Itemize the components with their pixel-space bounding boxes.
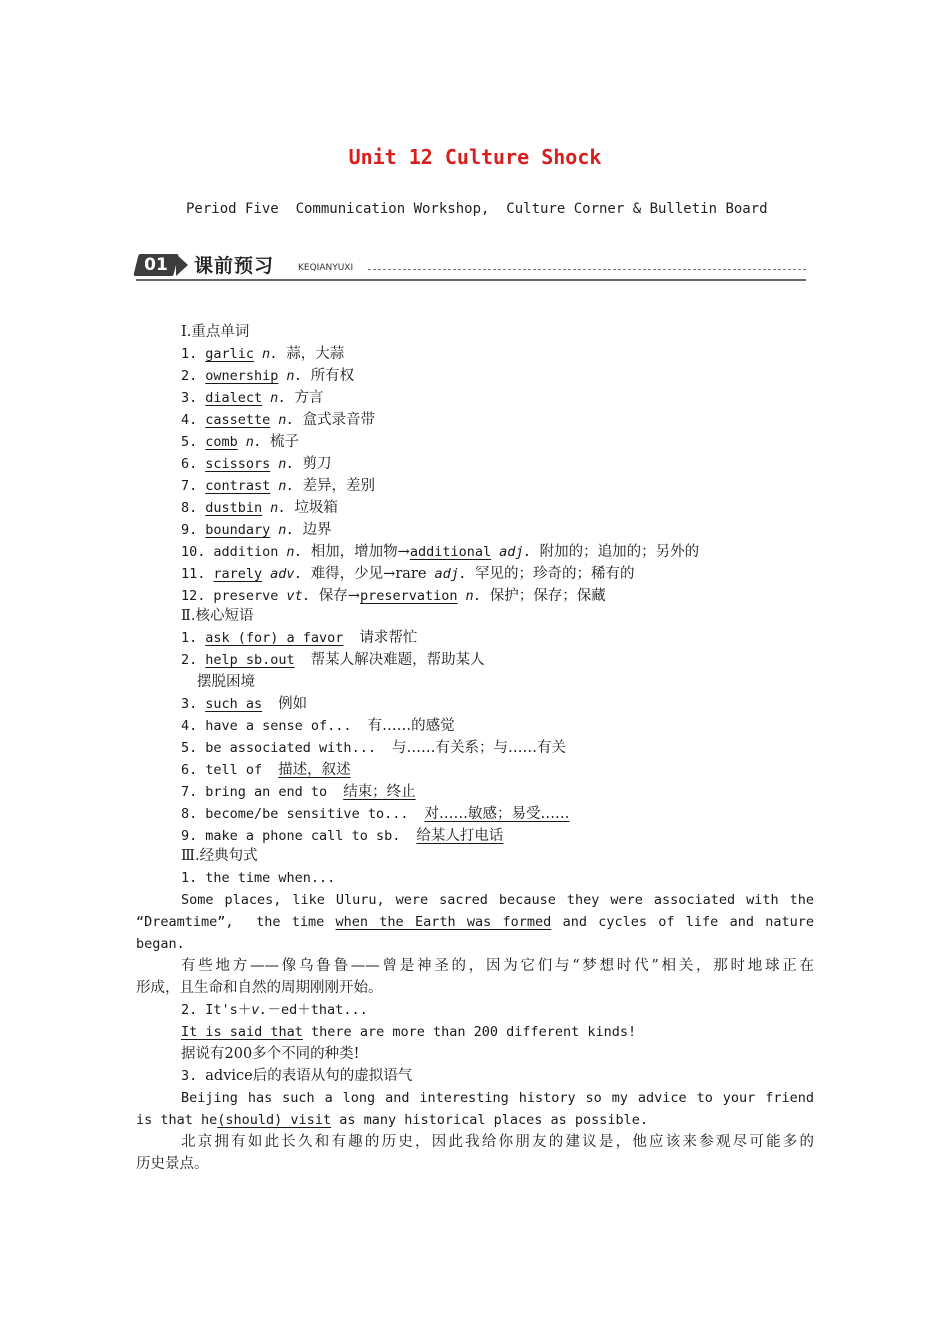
example-english: is that he(should) visit as many historical places as possible. — [136, 1112, 649, 1128]
list-item: 11. rarely adv. 难得，少见→rare adj. 罕见的；珍奇的；稀有的 — [181, 566, 635, 582]
section-number: 01 — [144, 255, 168, 275]
section-label: 课前预习 — [194, 255, 275, 277]
example-chinese: 据说有200多个不同的种类! — [181, 1046, 360, 1062]
list-item: 2. ownership n. 所有权 — [181, 368, 355, 384]
part2-heading: Ⅱ.核心短语 — [181, 608, 254, 624]
list-item-continuation: 摆脱困境 — [197, 674, 255, 690]
list-item: 7. contrast n. 差异，差别 — [181, 478, 376, 494]
list-item: 5. comb n. 梳子 — [181, 434, 300, 450]
example-chinese: 北京拥有如此长久和有趣的历史，因此我给你朋友的建议是，他应该来参观尽可能多的 — [181, 1134, 814, 1150]
list-item: 12. preserve vt. 保存→preservation n. 保护；保存；保藏 — [181, 588, 606, 604]
list-item: 9. boundary n. 边界 — [181, 522, 332, 538]
dashed-divider — [368, 269, 806, 270]
list-item: 2. help sb.out 帮某人解决难题，帮助某人 — [181, 652, 485, 668]
example-english: began. — [136, 936, 185, 952]
list-item: 7. bring an end to 结束；终止 — [181, 784, 416, 800]
arrow-icon — [176, 254, 188, 276]
list-item: 3. dialect n. 方言 — [181, 390, 324, 406]
example-english: Some places, like Uluru, were sacred because they were associated with the — [181, 892, 814, 908]
list-item: 1. garlic n. 蒜，大蒜 — [181, 346, 345, 362]
example-english: It is said that there are more than 200 different kinds! — [181, 1024, 637, 1040]
section-pinyin: KEQIANYUXI — [298, 263, 354, 273]
sentence-pattern: 2. It's＋v.－ed＋that... — [181, 1002, 368, 1018]
list-item: 8. become/be sensitive to... 对……敏感；易受…… — [181, 806, 570, 822]
list-item: 4. cassette n. 盒式录音带 — [181, 412, 376, 428]
list-item: 4. have a sense of... 有……的感觉 — [181, 718, 455, 734]
sentence-pattern: 1. the time when... — [181, 870, 336, 886]
list-item: 3. such as 例如 — [181, 696, 308, 712]
example-chinese: 有些地方——像乌鲁鲁——曾是神圣的，因为它们与“梦想时代”相关，那时地球正在 — [181, 958, 814, 974]
part1-heading: Ⅰ.重点单词 — [181, 324, 250, 340]
part3-heading: Ⅲ.经典句式 — [181, 848, 258, 864]
list-item: 5. be associated with... 与……有关系；与……有关 — [181, 740, 566, 756]
list-item: 9. make a phone call to sb. 给某人打电话 — [181, 828, 504, 844]
example-english: Beijing has such a long and interesting history so my advice to your friend — [181, 1090, 814, 1106]
list-item: 6. scissors n. 剪刀 — [181, 456, 332, 472]
example-english: “Dreamtime”, the time when the Earth was formed and cycles of life and nature — [136, 914, 814, 930]
sentence-pattern: 3. advice后的表语从句的虚拟语气 — [181, 1068, 413, 1084]
example-chinese: 形成，且生命和自然的周期刚刚开始。 — [136, 980, 383, 996]
list-item: 10. addition n. 相加，增加物→additional adj. 附加的；追加的；另外的 — [181, 544, 700, 560]
list-item: 1. ask (for) a favor 请求帮忙 — [181, 630, 418, 646]
list-item: 8. dustbin n. 垃圾箱 — [181, 500, 338, 516]
page-title: Unit 12 Culture Shock — [348, 145, 602, 169]
solid-divider — [136, 279, 806, 281]
list-item: 6. tell of 描述，叙述 — [181, 762, 351, 778]
section-header — [136, 250, 806, 282]
example-chinese: 历史景点。 — [136, 1156, 209, 1172]
page-subtitle: Period Five Communication Workshop, Culture Corner & Bulletin Board — [186, 201, 768, 217]
